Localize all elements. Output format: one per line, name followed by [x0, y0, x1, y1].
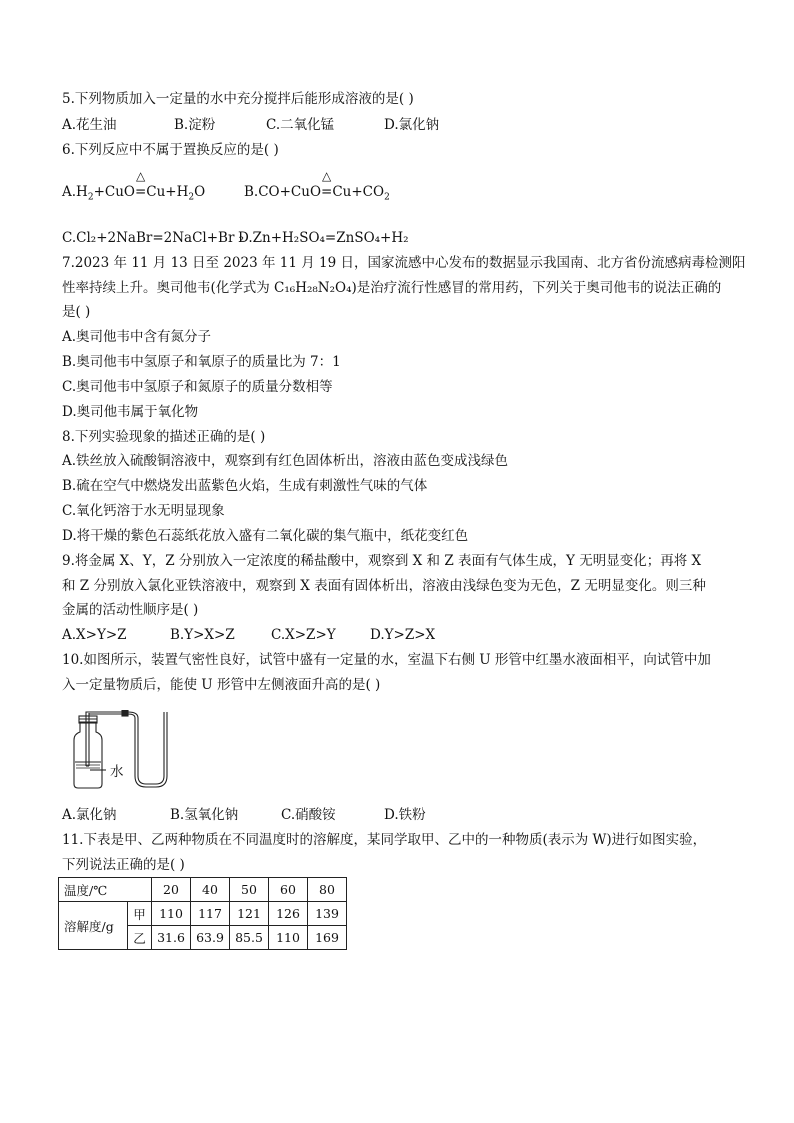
q10-line-1: 10.如图所示，装置气密性良好，试管中盛有一定量的水，室温下右侧 U 形管中红墨水液面相平，向试管中加 — [62, 652, 711, 668]
q8-option-d: D.将干燥的紫色石蕊纸花放入盛有二氧化碳的集气瓶中，纸花变红色 — [62, 528, 469, 544]
q11-line-1: 11.下表是甲、乙两种物质在不同温度时的溶解度，某同学取甲、乙中的一种物质(表示为 W)进行如图实验， — [62, 832, 707, 848]
q7-line-1: 7.2023 年 11 月 13 日至 2023 年 11 月 19 日，国家流感中心发布的数据显示我国南、北方省份流感病毒检测阳 — [62, 255, 746, 271]
value-cell: 63.9 — [191, 926, 230, 950]
q6-b-left: B.CO+CuO — [244, 184, 322, 200]
q10-option-d: D.铁粉 — [384, 807, 426, 823]
q10-line-2: 入一定量物质后，能使 U 形管中左侧液面升高的是( ) — [62, 677, 381, 693]
temp-cell: 50 — [230, 878, 269, 902]
q6-a-left: A.H — [62, 184, 88, 200]
q5-stem: 5.下列物质加入一定量的水中充分搅拌后能形成溶液的是( ) — [62, 91, 414, 107]
q10-option-c: C.硝酸铵 — [281, 807, 336, 823]
q6-option-c: C.Cl₂+2NaBr=2NaCl+Br ₂ — [62, 230, 245, 246]
q6-a-sub2: 2 — [188, 192, 195, 203]
q6-b-right: Cu+CO — [332, 184, 385, 200]
q8-stem: 8.下列实验现象的描述正确的是( ) — [62, 429, 266, 445]
q6-option-a — [62, 169, 206, 207]
q6-a-heat-equals — [134, 169, 147, 201]
q9-option-b: B.Y>X>Z — [170, 627, 235, 643]
value-cell: 110 — [152, 902, 191, 926]
q8-option-c: C.氧化钙溶于水无明显现象 — [62, 503, 225, 519]
q7-option-a: A.奥司他韦中含有氮分子 — [62, 329, 212, 345]
heat-triangle-icon: △ — [136, 169, 146, 183]
q6-option-d: D.Zn+H₂SO₄=ZnSO₄+H₂ — [238, 230, 409, 246]
value-cell: 169 — [308, 926, 347, 950]
solubility-label-cell: 溶解度/g — [59, 902, 128, 950]
substance-cell: 甲 — [128, 902, 152, 926]
q7-option-b: B.奥司他韦中氢原子和氧原子的质量比为 7：1 — [62, 354, 341, 370]
q7-line-3: 是( ) — [62, 304, 91, 320]
q5-option-b: B.淀粉 — [174, 117, 216, 133]
q6-option-b — [244, 169, 390, 207]
temp-cell: 80 — [308, 878, 347, 902]
q6-stem: 6.下列反应中不属于置换反应的是( ) — [62, 142, 279, 158]
temp-cell: 20 — [152, 878, 191, 902]
q8-option-b: B.硫在空气中燃烧发出蓝紫色火焰，生成有刺激性气味的气体 — [62, 478, 428, 494]
q5-option-c: C.二氧化锰 — [266, 117, 335, 133]
value-cell: 121 — [230, 902, 269, 926]
q5-option-d: D.氯化钠 — [384, 117, 440, 133]
q6-a-mid: +CuO — [93, 184, 135, 200]
table-row — [59, 878, 347, 902]
q9-option-c: C.X>Z>Y — [271, 627, 336, 643]
q11-line-2: 下列说法正确的是( ) — [62, 857, 185, 873]
solubility-table — [58, 877, 347, 950]
q7-option-c: C.奥司他韦中氢原子和氮原子的质量分数相等 — [62, 379, 333, 395]
q9-option-a: A.X>Y>Z — [62, 627, 127, 643]
q6-b-heat-equals — [321, 169, 333, 201]
q9-line-1: 9.将金属 X、Y，Z 分别放入一定浓度的稀盐酸中，观察到 X 和 Z 表面有气体生成，Y 无明显变化；再将 X — [62, 553, 702, 569]
q9-line-2: 和 Z 分别放入氯化亚铁溶液中，观察到 X 表面有固体析出，溶液由浅绿色变为无色，Z 无明显变化。则三种 — [62, 578, 706, 594]
q9-line-3: 金属的活动性顺序是( ) — [62, 602, 199, 618]
q10-option-a: A.氯化钠 — [62, 807, 117, 823]
q6-a-sub: 2 — [87, 192, 94, 203]
q8-option-a: A.铁丝放入硫酸铜溶液中，观察到有红色固体析出，溶液由蓝色变成浅绿色 — [62, 453, 509, 469]
value-cell: 126 — [269, 902, 308, 926]
value-cell: 85.5 — [230, 926, 269, 950]
q7-line-2: 性率持续上升。奥司他韦(化学式为 C₁₆H₂₈N₂O₄)是治疗流行性感冒的常用药，下列关于奥司他韦的说法正确的 — [62, 280, 722, 296]
q9-option-d: D.Y>Z>X — [370, 627, 436, 643]
table-row — [59, 902, 347, 926]
q7-option-d: D.奥司他韦属于氧化物 — [62, 404, 199, 420]
q5-option-a: A.花生油 — [62, 117, 117, 133]
value-cell: 117 — [191, 902, 230, 926]
value-cell: 110 — [269, 926, 308, 950]
q10-option-b: B.氢氧化钠 — [170, 807, 239, 823]
q6-a-right: Cu+H — [146, 184, 189, 200]
temp-cell: 40 — [191, 878, 230, 902]
value-cell: 139 — [308, 902, 347, 926]
substance-cell: 乙 — [128, 926, 152, 950]
q6-a-equals: = — [134, 184, 147, 200]
value-cell: 31.6 — [152, 926, 191, 950]
heat-triangle-icon: △ — [322, 169, 332, 183]
q6-b-sub: 2 — [384, 192, 390, 203]
figure-water-label: 水 — [110, 764, 124, 780]
q6-a-tail: O — [194, 184, 206, 200]
temp-label-cell: 温度/℃ — [59, 878, 152, 902]
temp-cell: 60 — [269, 878, 308, 902]
q6-b-equals: = — [321, 184, 333, 200]
